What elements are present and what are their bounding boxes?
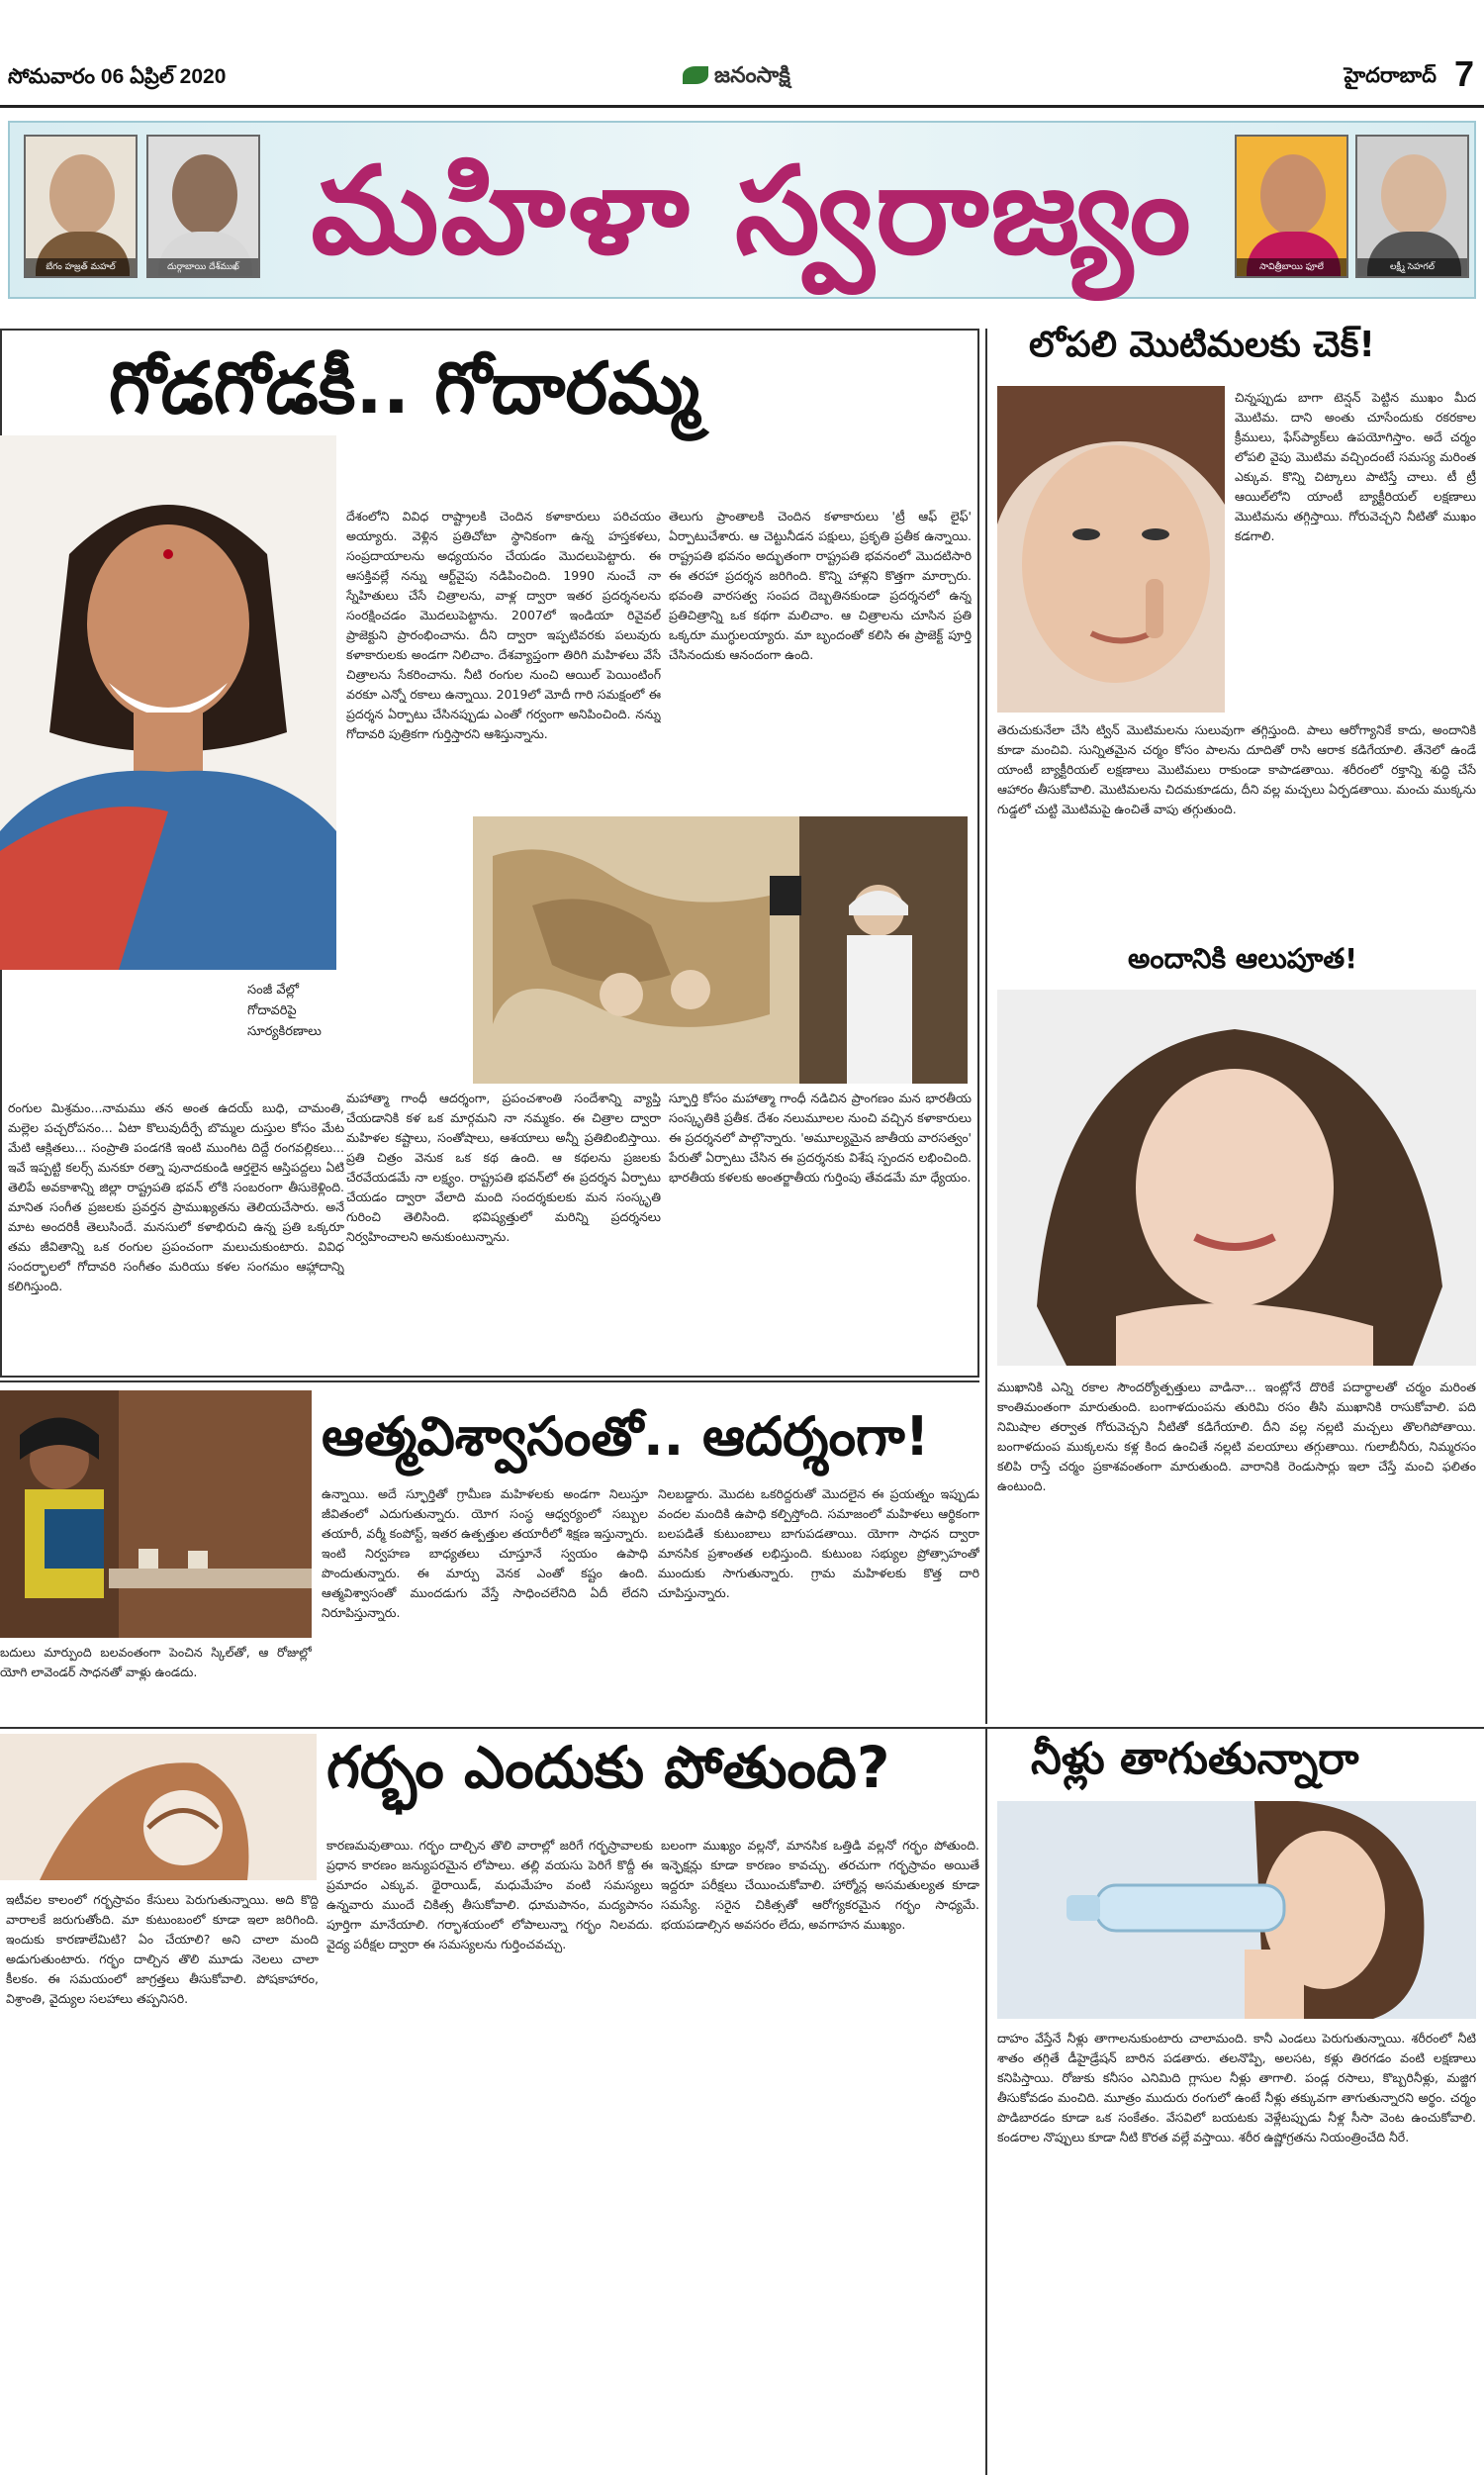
masthead	[0, 0, 1484, 109]
section-banner	[8, 121, 1476, 299]
acne-headline: లోపలి మొటిమలకు చెక్!	[1029, 325, 1375, 365]
edition-city: హైదరాబాద్	[1344, 63, 1437, 87]
pregnancy-text-col-3: బలంగా ముఖ్యం వల్లనో, మానసిక ఒత్తిడి వల్లనో గర్భం పోతుంది. ఇన్ఫెక్షన్లు కూడా కారణం కావచ్చు. తరచుగా గర్భస్రావం అయితే ఇద్దరూ పరీక్షలు చేయించుకోవాలి. హార్మోన్ల అసమతుల్యత కూడా సమస్యే. సరైన చికిత్సతో ఆరోగ్యకరమైన గర్భం సాధ్యమే. భయపడాల్సిన అవసరం లేదు, అవగాహన ముఖ్యం.	[661, 1838, 979, 1932]
masthead-rule	[0, 105, 1484, 108]
section-rule	[0, 1380, 979, 1382]
column-divider	[985, 329, 987, 1724]
woman-working-image	[0, 1390, 312, 1638]
woman-face-image	[997, 386, 1225, 713]
yoga-text-col-3: నిలబడ్డారు. మొదట ఒకరిద్దరుతో మొదలైన ఈ ప్రయత్నం ఇప్పుడు వందల మందికి ఉపాధి కల్పిస్తోంది. సమాజంలో మహిళలు ఆర్థికంగా బలపడితే కుటుంబాలు బాగుపడతాయి. యోగా సాధన ద్వారా మానసిక ప్రశాంతత లభిస్తుంది. కుటుంబ సభ్యుల ప్రోత్సాహంతో ముందుకు సాగుతున్నారు. గ్రామ మహిళలకు కొత్త దారి చూపిస్తున్నారు.	[658, 1486, 979, 1600]
portrait-3	[1235, 135, 1348, 278]
acne-text-col-2: తెరుచుకునేలా చేసి ట్విన్ మొటిమలను సులువుగా తగ్గిస్తుంది. పాలు ఆరోగ్యానికే కాదు, అందానికి కూడా మంచివి. సున్నితమైన చర్మం కోసం పాలను దూదితో రాసి ఆరాక కడిగేయాలి. తేనెలో ఉండే యాంటీ బ్యాక్టీరియల్ లక్షణాలు మొటిమలు రాకుండా కాపాడతాయి. శరీరంలో రక్తాన్ని శుద్ధి చేసే ఆహారం తీసుకోవాలి. మొటిమలను చిదమకూడదు, దీని వల్ల మచ్చలు ఏర్పడతాయి. మంచు ముక్కను గుడ్డలో చుట్టి మొటిమపై ఉంచితే వాపు తగ్గుతుంది.	[997, 722, 1476, 816]
woman-portrait-image	[0, 435, 336, 970]
leaf-icon	[683, 66, 708, 84]
portrait-4	[1355, 135, 1469, 278]
hair-text: ముఖానికి ఎన్ని రకాల సౌందర్యోత్పత్తులు వాడినా... ఇంట్లోనే దొరికే పదార్థాలతో చర్మం మరింత కాంతిమంతంగా మారుతుంది. బంగాళదుంపను తురిమి రసం తీసి ముఖానికి రాసుకోవాలి. పది నిమిషాల తర్వాత గోరువెచ్చని నీటితో కడిగేయాలి. దీని వల్ల నల్లటి మచ్చలు తొలగిపోతాయి. బంగాళదుంప ముక్కలను కళ్ల కింద ఉంచితే నల్లటి వలయాలు తగ్గుతాయి. గులాబీనీరు, నిమ్మరసం కలిపి రాస్తే చర్మం ప్రకాశవంతంగా మారుతుంది. వారానికి రెండుసార్లు ఇలా చేస్తే మంచి ఫలితం ఉంటుంది.	[997, 1380, 1476, 1493]
hair-photo	[997, 990, 1476, 1366]
yoga-text-col-2: ఉన్నాయి. అదే స్ఫూర్తితో గ్రామీణ మహిళలకు అండగా నిలుస్తూ జీవితంలో ఎదుగుతున్నారు. యోగ సంస్థ ఆధ్వర్యంలో సబ్బుల తయారీ, వర్మీ కంపోస్ట్, ఇతర ఉత్పత్తుల తయారీలో శిక్షణ ఇస్తున్నారు. ఇంటి నిర్వహణ బాధ్యతలు చూస్తూనే స్వయం ఉపాధి పొందుతున్నారు. ఈ మార్పు వెనక ఎంతో కష్టం ఉంది. ఆత్మవిశ్వాసంతో ముందడుగు వేస్తే సాధించలేనిది ఏదీ లేదని నిరూపిస్తున్నారు.	[322, 1486, 648, 1620]
godavari-text-col-1: రంగుల మిశ్రమం...నామము తన అంత ఉదయ్ బుధి, చామంతి, మల్లెల పచ్చరోపనం... ఏటా కొలువుదీర్పే బొమ్మల దుస్తుల కోసం మేట మేటి ఆక్లితలు... సంప్రాతి పండగకి ఇంటి ముంగిట దిద్దే రంగవల్లికలు... ఇవే ఇప్పట్టి కలర్స్ మనకూ రత్నా పునాదకుండి ఆర్తలైన ఆస్తిపద్దలు ఏటి తెలిపే అవకాశాన్ని జిల్లా రాష్ట్రపతి భవన్ లోకి సంబరంగా తీసుకెళ్లింది. మానిత సంగీత ప్రజలకు ప్రవర్తన ప్రాముఖ్యతను తెలియచేసారు. అనే మాట అందరికీ తెలుసిందే. మనసులో కళాభిరుచి ఉన్న ప్రతి ఒక్కరూ తమ జీవితాన్ని ఒక రంగుల ప్రపంచంగా మలుచుకుంటారు. వివిధ సందర్భాలలో గోదావరి సంగీతం మరియు కళల సంగమం ఆహ్లాదాన్ని కలిగిస్తుంది.	[8, 1100, 344, 1293]
newspaper-logo	[683, 63, 790, 93]
exhibition-photo	[473, 816, 968, 1084]
godavari-artist-photo	[0, 435, 336, 970]
pregnancy-headline: గర్భం ఎందుకు పోతుంది?	[326, 1734, 890, 1801]
banner-title: మహిళా స్వరాజ్యం	[311, 141, 1193, 281]
yoga-headline: ఆత్మవిశ్వాసంతో.. ఆదర్శంగా!	[322, 1405, 930, 1468]
pregnant-belly-image	[0, 1734, 317, 1880]
hair-headline: అందానికి ఆలుపూత!	[1128, 942, 1357, 975]
portrait-face	[172, 154, 237, 236]
godavari-headline: గోడగోడకీ.. గోదారమ్మ	[109, 346, 700, 429]
yoga-photo	[0, 1390, 312, 1638]
issue-date: సోమవారం 06 ఏప్రిల్ 2020	[8, 65, 227, 88]
water-text: దాహం వేస్తేనే నీళ్లు తాగాలనుకుంటారు చాలామంది. కానీ ఎండలు పెరుగుతున్నాయి. శరీరంలో నీటి శాతం తగ్గితే డీహైడ్రేషన్ బారిన పడతారు. తలనొప్పి, అలసట, కళ్లు తిరగడం వంటి లక్షణాలు కనిపిస్తాయి. రోజుకు కనీసం ఎనిమిది గ్లాసుల నీళ్లు తాగాలి. పండ్ల రసాలు, కొబ్బరినీళ్లు, మజ్జిగ తీసుకోవడం మంచిది. మూత్రం ముదురు రంగులో ఉంటే నీళ్లు తక్కువగా తాగుతున్నారని అర్థం. చర్మం పొడిబారడం కూడా ఒక సంకేతం. వేసవిలో బయటకు వెళ్లేటప్పుడు నీళ్ల సీసా వెంట ఉంచుకోవాలి. కండరాల నొప్పులు కూడా నీటి కొరత వల్లే వస్తాయి. శరీర ఉష్ణోగ్రతను నియంత్రించేది నీరే.	[997, 2031, 1476, 2144]
water-headline: నీళ్లు తాగుతున్నారా	[1031, 1734, 1359, 1784]
portrait-face	[1381, 154, 1446, 236]
portrait-caption: లక్ష్మీ సెహగల్	[1357, 258, 1467, 276]
newspaper-name: జనంసాక్షి	[714, 63, 790, 88]
pregnancy-text-col-2: కారణమవుతాయి. గర్భం దాల్చిన తొలి వారాల్లో జరిగే గర్భస్రావాలకు ప్రధాన కారణం జన్యుపరమైన లోపాలు. తల్లి వయసు పెరిగే కొద్దీ ఈ ప్రమాదం ఎక్కువ. థైరాయిడ్, మధుమేహం వంటి సమస్యలు ఉన్నవారు ముందే చికిత్స తీసుకోవాలి. ధూమపానం, మద్యపానం పూర్తిగా మానేయాలి. గర్భాశయంలో లోపాలున్నా గర్భం నిలవదు. వైద్య పరీక్షల ద్వారా ఈ సమస్యలను గుర్తించవచ్చు.	[326, 1838, 653, 1951]
section-rule-lower	[0, 1727, 1484, 1729]
yoga-text-col-1: బదులు మార్పుంది బలవంతంగా పెంచిన స్కిల్‌తో, ఆ రోజుల్లో యోగి లావెండర్ సాధనతో వాళ్లు ఉండదు.	[0, 1645, 312, 1679]
portrait-caption: దుర్గాబాయి దేశ్‌ముఖ్	[148, 258, 258, 276]
woman-drinking-water-image	[997, 1801, 1476, 2019]
godavari-text-col-5: స్ఫూర్తి కోసం మహాత్మా గాంధీ నడిచిన ప్రాంగణం మన భారతీయ సంస్కృతికి ప్రతీక. దేశం నలుమూలల నుంచి వచ్చిన కళాకారులు ఈ ప్రదర్శనలో పాల్గొన్నారు. 'అమూల్యమైన జాతీయ వారసత్వం' పేరుతో ఏర్పాటు చేసిన ఈ ప్రదర్శనకు విశేష స్పందన లభించింది. భారతీయ కళలకు అంతర్జాతీయ గుర్తింపు తేవడమే మా ధ్యేయం.	[669, 1091, 972, 1185]
godavari-text-col-3: తెలుగు ప్రాంతాలకి చెందిన కళాకారులు 'ట్రీ ఆఫ్ లైఫ్' ఏర్పాటుచేశారు. ఆ చెట్టునీడన పక్షులు, ప్రకృతి ప్రతీక ఉన్నాయి. రాష్ట్రపతి భవనం అద్భుతంగా రాష్ట్రపతి భవనంలో మొదటిసారి ఈ తరహా ప్రదర్శన జరిగింది. కొన్ని హాళ్లని కొత్తగా మార్చారు. భవంతి వారసత్వ సంపద దెబ్బతినకుండా ప్రదర్శనలో ఉన్న ప్రతిచిత్రాన్ని ఒక కథగా మలిచాం. ఆ చిత్రాలను చూసిన ప్రతి ఒక్కరూ ముగ్ధులయ్యారు. మా బృందంతో కలిసి ఈ ప్రాజెక్ట్ పూర్తి చేసినందుకు ఆనందంగా ఉంది.	[669, 509, 972, 662]
portrait-caption: సావిత్రీబాయి ఫూలే	[1237, 258, 1346, 276]
water-photo	[997, 1801, 1476, 2019]
godavari-text-col-2: దేశంలోని వివిధ రాష్ట్రాలకి చెందిన కళాకారులు పరిచయం అయ్యారు. వెళ్లిన ప్రతిచోటా స్థానికంగా ఉన్న హస్తకళలు, సంప్రదాయాలను అధ్యయనం చేయడం మొదలుపెట్టారు. ఈ ఆసక్తివల్లే నన్ను ఆర్ట్‌వైపు నడిపించింది. 1990 నుంచే నా స్నేహితులు చేసే చిత్రాలను, వాళ్ల ద్వారా ఇతర ప్రదర్శనలను సంరక్షించడం మొదలుపెట్టాను. 2007లో ఇండియా రివైవల్ ప్రాజెక్టుని ప్రారంభించాను. దీని ద్వారా ఇప్పటివరకు పలువురు కళాకారులకు అండగా నిలిచాం. దేశవ్యాప్తంగా తిరిగి మహిళలు వేసే చిత్రాలను సేకరించాను. నీటి రంగుల నుంచి ఆయిల్ పెయింటింగ్ వరకూ ఎన్నో రకాలు ఉన్నాయి. 2019లో మోదీ గారి సమక్షంలో ఈ ప్రదర్శన ఏర్పాటు చేసినప్పుడు ఎంతో గర్వంగా అనిపించింది. నన్ను గోదావరి పుత్రికగా గుర్తిస్తారని ఆశిస్తున్నాను.	[346, 509, 661, 741]
pregnancy-text-col-1: ఇటీవల కాలంలో గర్భస్రావం కేసులు పెరుగుతున్నాయి. అది కొద్ది వారాలకే జరుగుతోంది. మా కుటుంబంలో కూడా ఇలా జరిగింది. ఇందుకు కారణాలేమిటి? ఏం చేయాలి? అని చాలా మంది అడుగుతుంటారు. గర్భం దాల్చిన తొలి మూడు నెలలు చాలా కీలకం. ఈ సమయంలో జాగ్రత్తలు తీసుకోవాలి. పోషకాహారం, విశ్రాంతి, వైద్యుల సలహాలు తప్పనిసరి.	[6, 1892, 319, 2006]
portrait-face	[49, 154, 115, 236]
portrait-2	[146, 135, 260, 278]
portrait-face	[1260, 154, 1326, 236]
page-number: 7	[1453, 53, 1474, 94]
woman-hair-image	[997, 990, 1476, 1366]
portrait-caption: బేగం హజ్రత్ మహల్	[26, 258, 136, 276]
portrait-1	[24, 135, 138, 278]
godavari-text-col-4: మహాత్మా గాంధీ ఆదర్శంగా, ప్రపంచశాంతి సందేశాన్ని వ్యాప్తి చేయడానికి కళ ఒక మార్గమని నా నమ్మకం. ఈ చిత్రాల ద్వారా మహిళల కష్టాలు, సంతోషాలు, ఆశయాలు అన్నీ ప్రతిబింబిస్తాయి. ప్రతి చిత్రం వెనుక ఒక కథ ఉంది. ఆ కథలను ప్రజలకు చేరవేయడమే నా లక్ష్యం. రాష్ట్రపతి భవన్‌లో ఈ ప్రదర్శన ఏర్పాటు చేయడం ద్వారా వేలాది మంది సందర్శకులకు మన సంస్కృతి గురించి తెలిసింది. భవిష్యత్తులో మరిన్ని ప్రదర్శనలు నిర్వహించాలని అనుకుంటున్నాను.	[346, 1091, 661, 1244]
acne-photo	[997, 386, 1225, 713]
godavari-photo-caption: సంజీ వేల్లో గోదావరిపై సూర్యకిరణాలు	[247, 983, 322, 1039]
pregnancy-photo	[0, 1734, 317, 1880]
column-divider-lower	[985, 1727, 987, 2475]
exhibition-image	[473, 816, 968, 1084]
acne-text-col-1: చిన్నప్పుడు బాగా టెన్షన్ పెట్టిన ముఖం మీద మొటిమ. దాని అంతు చూసేందుకు రకరకాల క్రీములు, ఫేస్‌ప్యాక్‌లు ఉపయోగిస్తాం. అదే చర్మం లోపలి వైపు మొటిమ వచ్చిందంటే సమస్య మరింత ఎక్కువ. కొన్ని చిట్కాలు పాటిస్తే చాలు. టీ ట్రీ ఆయిల్‌లోని యాంటీ బ్యాక్టీరియల్ లక్షణాలు మొటిమను తగ్గిస్తాయి. గోరువెచ్చని నీటితో ముఖం కడగాలి.	[1235, 390, 1476, 543]
